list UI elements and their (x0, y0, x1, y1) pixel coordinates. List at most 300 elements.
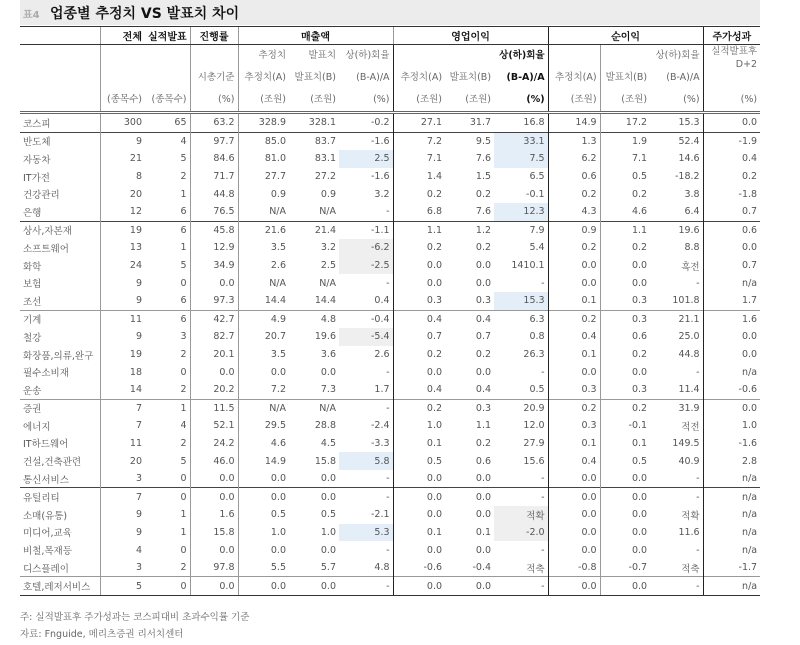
cell-total-count: 3 (100, 470, 145, 488)
cell-reported-count: 1 (180, 526, 187, 538)
cell-total-count: 20 (100, 185, 145, 203)
header-line: (조원) (416, 94, 443, 105)
table-row (20, 541, 760, 559)
cell-ni-act: 0.5 (600, 168, 650, 186)
cell-op-est: 0.1 (393, 524, 445, 542)
cell-stock-perf: n/a (703, 577, 760, 596)
cell-sector: 호텔,레저서비스 (20, 577, 100, 596)
cell-ni-act: 0.1 (600, 435, 650, 453)
cell-ni-diff: -18.2 (675, 171, 700, 183)
cell-sales-act: 27.2 (314, 171, 336, 183)
cell-reported-count: 5 (180, 260, 187, 272)
cell-op-act: 7.6 (475, 206, 492, 218)
cell-total-count: 21 (100, 150, 145, 168)
cell-op-act: 1.5 (475, 171, 492, 183)
cell-sales-diff: -0.4 (339, 310, 393, 328)
cell-total-count: 19 (100, 346, 145, 364)
cell-ni-diff: 15.3 (678, 117, 700, 129)
cell-op-est: 0.3 (393, 292, 445, 310)
cell-ni-act: 0.3 (600, 292, 650, 310)
cell-progress: 15.8 (190, 524, 238, 542)
cell-sales-act: 0.0 (289, 488, 339, 506)
cell-stock-perf: -0.6 (703, 381, 760, 399)
header-operating-profit: 영업이익 (393, 27, 548, 45)
cell-sales-est: 0.0 (238, 363, 289, 381)
cell-reported-count: 5 (180, 153, 187, 165)
cell-sector: 건강관리 (23, 190, 60, 202)
cell-progress: 97.3 (190, 292, 238, 310)
header-progress: 진행률 (190, 27, 238, 45)
header-line: (조원) (260, 94, 286, 105)
cell-sales-diff: 5.3 (339, 524, 393, 542)
cell-ni-act: 0.0 (600, 363, 650, 381)
cell-sector: 통신서비스 (23, 474, 69, 486)
cell-sales-act: 0.0 (320, 473, 336, 485)
header-line: 상(하)회율 (655, 50, 700, 61)
cell-ni-diff: 14.6 (678, 153, 700, 165)
cell-progress: 82.7 (190, 328, 238, 346)
header-column-row (20, 45, 760, 113)
cell-progress: 84.6 (190, 150, 238, 168)
cell-op-diff: 적축 (526, 563, 545, 575)
cell-sales-diff: -2.4 (370, 420, 390, 432)
cell-op-diff: 0.8 (529, 331, 545, 343)
table-row (20, 417, 760, 435)
cell-sales-act: 0.9 (320, 188, 336, 200)
cell-ni-diff: 8.8 (684, 242, 700, 254)
header-line: 발표치 (308, 50, 336, 61)
table-row (20, 346, 760, 364)
cell-op-diff: 5.4 (529, 242, 545, 254)
cell-ni-diff: 21.1 (650, 310, 703, 328)
cell-total-count: 9 (100, 524, 145, 542)
cell-sales-est: N/A (238, 274, 289, 292)
cell-stock-perf: 0.0 (703, 346, 760, 364)
cell-sales-act: 4.8 (289, 310, 339, 328)
table-row (20, 559, 760, 577)
cell-op-diff: - (494, 577, 548, 596)
header-col-sales-est (238, 45, 289, 113)
cell-stock-perf: n/a (703, 541, 760, 559)
cell-op-est: -0.6 (393, 559, 445, 577)
cell-sector: 건설,건축관련 (23, 457, 82, 469)
cell-ni-est: 0.0 (548, 541, 600, 559)
cell-stock-perf: -1.6 (703, 435, 760, 453)
cell-sales-est: 3.5 (238, 346, 289, 364)
cell-ni-est: 1.3 (548, 132, 600, 150)
cell-total-count: 7 (100, 399, 145, 417)
cell-sector: 미디어,교육 (23, 528, 72, 540)
cell-sales-act: 3.6 (320, 349, 336, 361)
cell-sales-diff: - (386, 206, 390, 218)
cell-ni-est: 0.0 (548, 257, 600, 275)
cell-ni-diff: - (650, 488, 703, 506)
cell-total-count: 3 (100, 559, 145, 577)
cell-sales-est: 20.7 (238, 328, 289, 346)
page-title: 업종별 추정치 VS 발표치 차이 (50, 6, 240, 22)
cell-op-diff: 12.3 (494, 203, 548, 221)
cell-op-diff: 33.1 (494, 132, 548, 150)
cell-op-act: 0.6 (475, 455, 492, 467)
cell-sales-diff: - (339, 577, 393, 596)
cell-op-est: 0.1 (393, 435, 445, 453)
cell-progress: 97.8 (190, 559, 238, 577)
cell-op-diff: 6.5 (529, 171, 545, 183)
header-col-ni-act (600, 45, 650, 113)
cell-sales-act: 2.5 (320, 260, 336, 272)
cell-stock-perf: n/a (703, 363, 760, 381)
cell-stock-perf: 0.0 (703, 113, 760, 133)
cell-op-act: 1.2 (445, 221, 494, 239)
cell-sales-est: 81.0 (238, 150, 289, 168)
cell-reported-count: 0 (180, 366, 187, 378)
cell-total-count: 19 (100, 221, 145, 239)
cell-sales-est: 85.0 (238, 132, 289, 150)
cell-ni-est: 0.1 (548, 346, 600, 364)
cell-stock-perf: 0.0 (703, 399, 760, 417)
cell-ni-diff: 6.4 (684, 206, 700, 218)
cell-ni-act: 1.1 (600, 221, 650, 239)
cell-reported-count: 6 (180, 206, 187, 218)
cell-op-est: 0.5 (393, 452, 445, 470)
header-stock-performance: 주가성과 (703, 27, 760, 45)
cell-op-est: 0.7 (393, 328, 445, 346)
cell-op-est: 1.4 (393, 168, 445, 186)
cell-reported-count: 6 (145, 221, 190, 239)
cell-op-act: 0.0 (445, 488, 494, 506)
cell-sales-est: 5.5 (238, 559, 289, 577)
header-line: 상(하)회율 (499, 50, 545, 61)
cell-ni-diff: - (650, 577, 703, 596)
cell-sales-act: 0.0 (320, 366, 336, 378)
cell-sector: 운송 (23, 385, 42, 397)
cell-op-diff: 27.9 (523, 437, 545, 449)
header-line: (종목수) (151, 94, 187, 105)
table-row (20, 363, 760, 381)
cell-progress: 11.5 (190, 399, 238, 417)
cell-op-diff: -2.0 (494, 524, 548, 542)
cell-op-act: 0.0 (475, 277, 492, 289)
cell-sector: 화장품,의류,완구 (23, 350, 94, 362)
cell-reported-count: 2 (180, 384, 187, 396)
header-col-sales-diff (339, 45, 393, 113)
cell-reported-count: 65 (174, 117, 187, 129)
cell-ni-act: 0.2 (600, 346, 650, 364)
cell-op-est: 27.1 (393, 113, 445, 133)
header-line: (조원) (570, 94, 597, 105)
header-line (604, 45, 648, 67)
cell-sales-est: N/A (238, 203, 289, 221)
cell-sales-act: N/A (319, 277, 336, 289)
cell-ni-est: 0.1 (548, 292, 600, 310)
cell-sector: 은행 (23, 207, 42, 219)
cell-op-diff: 7.9 (494, 221, 548, 239)
header-col-ni-est (548, 45, 600, 113)
cell-op-est: 6.8 (393, 203, 445, 221)
cell-sector: IT가전 (23, 172, 50, 184)
cell-ni-act: 0.5 (600, 452, 650, 470)
cell-op-act: 0.0 (475, 366, 492, 378)
header-line: (조원) (465, 94, 492, 105)
cell-stock-perf: 1.6 (703, 310, 760, 328)
cell-op-diff: 26.3 (523, 349, 545, 361)
header-col-op-act (445, 45, 494, 113)
cell-total-count: 4 (100, 541, 145, 559)
cell-total-count: 8 (100, 168, 145, 186)
cell-sales-act: 83.7 (289, 132, 339, 150)
cell-op-diff: 12.0 (523, 420, 545, 432)
cell-stock-perf: 0.4 (703, 150, 760, 168)
header-sales: 매출액 (238, 27, 393, 45)
cell-ni-act: 0.0 (600, 541, 650, 559)
footnotes (20, 609, 249, 643)
cell-sales-act: 5.7 (320, 562, 336, 574)
cell-reported-count: 0 (180, 277, 187, 289)
cell-ni-act: 0.2 (600, 399, 650, 417)
cell-sales-act: 328.1 (308, 117, 336, 129)
cell-op-est: 0.2 (393, 399, 445, 417)
cell-progress: 0.0 (190, 363, 238, 381)
cell-reported-count: 1 (180, 188, 187, 200)
cell-ni-est: 6.2 (548, 150, 600, 168)
cell-sales-est: 3.5 (238, 239, 289, 257)
cell-reported-count: 3 (180, 331, 187, 343)
cell-total-count: 9 (100, 328, 145, 346)
cell-reported-count: 6 (180, 295, 187, 307)
cell-op-act: 0.2 (475, 188, 492, 200)
cell-ni-diff: 11.6 (678, 526, 700, 538)
cell-sector: 반도체 (20, 132, 100, 150)
cell-stock-perf: 1.7 (703, 292, 760, 310)
cell-ni-act: 4.6 (600, 203, 650, 221)
header-line: 추정치(A) (400, 72, 443, 83)
cell-sector: 화학 (23, 261, 42, 273)
table-body (20, 113, 760, 596)
cell-op-est: 0.0 (393, 274, 445, 292)
table-row (20, 221, 760, 239)
cell-reported-count: 4 (145, 132, 190, 150)
cell-sales-act: 21.4 (289, 221, 339, 239)
cell-sales-est: 7.2 (238, 381, 289, 399)
header-line: (종목수) (107, 94, 142, 105)
cell-op-diff: 0.5 (529, 384, 545, 396)
cell-op-act: -0.4 (472, 562, 492, 574)
cell-ni-act: 0.3 (600, 310, 650, 328)
cell-ni-diff: 적전 (681, 421, 700, 433)
cell-progress: 0.0 (190, 541, 238, 559)
table-row (20, 328, 760, 346)
cell-sector: 유틸리티 (20, 488, 100, 506)
cell-ni-est: 0.1 (548, 435, 600, 453)
cell-stock-perf: 0.0 (703, 328, 760, 346)
cell-op-diff: - (541, 366, 545, 378)
cell-sales-act: 1.0 (320, 526, 336, 538)
table-row (20, 203, 760, 221)
table-row (20, 470, 760, 488)
cell-ni-est: 0.0 (548, 524, 600, 542)
cell-ni-act: -0.1 (600, 417, 650, 435)
cell-op-est: 0.2 (393, 185, 445, 203)
cell-progress: 71.7 (190, 168, 238, 186)
cell-progress: 42.7 (190, 310, 238, 328)
header-line: (%) (683, 94, 700, 105)
cell-reported-count: 1 (180, 509, 187, 521)
header-line: (%) (373, 94, 390, 105)
cell-op-act: 31.7 (469, 117, 492, 129)
table-row (20, 185, 760, 203)
header-net-income: 순이익 (548, 27, 703, 45)
cell-op-est: 0.0 (393, 577, 445, 596)
cell-sales-est: 29.5 (238, 417, 289, 435)
cell-ni-act: 0.0 (600, 274, 650, 292)
cell-total-count: 20 (100, 452, 145, 470)
cell-op-diff: 15.3 (494, 292, 548, 310)
cell-total-count: 300 (100, 113, 145, 133)
cell-op-est: 0.4 (393, 310, 445, 328)
cell-ni-act: 0.0 (600, 488, 650, 506)
cell-stock-perf: 0.7 (703, 203, 760, 221)
cell-op-act: 0.0 (475, 509, 492, 521)
cell-sales-act: 3.2 (320, 242, 336, 254)
header-line: 실적발표후 D+2 (711, 46, 758, 70)
cell-sector: 기계 (20, 310, 100, 328)
cell-op-diff: 16.8 (523, 117, 545, 129)
table-row (20, 381, 760, 399)
cell-ni-diff: 40.9 (678, 455, 700, 467)
cell-ni-est: 4.3 (548, 203, 600, 221)
cell-sales-diff: - (339, 399, 393, 417)
cell-ni-act: 17.2 (600, 113, 650, 133)
cell-ni-diff: 44.8 (678, 349, 700, 361)
cell-op-est: 1.1 (393, 221, 445, 239)
cell-sector: 상사,자본재 (20, 221, 100, 239)
cell-op-act: 0.7 (475, 331, 492, 343)
cell-reported-count: 0 (145, 488, 190, 506)
cell-sales-act: 83.1 (314, 153, 336, 165)
cell-sector: 필수소비재 (23, 368, 69, 380)
cell-sales-act: N/A (319, 206, 336, 218)
cell-progress: 1.6 (190, 506, 238, 524)
cell-op-act: 0.0 (475, 260, 492, 272)
cell-sales-act: N/A (289, 399, 339, 417)
cell-ni-act: 0.0 (600, 506, 650, 524)
table-number: 표4 (23, 10, 40, 21)
cell-ni-est: 0.0 (548, 506, 600, 524)
cell-ni-est: 14.9 (548, 113, 600, 133)
header-line (448, 45, 491, 67)
header-line: (조원) (621, 94, 648, 105)
cell-sector: 조선 (23, 296, 42, 308)
header-reported: 실적발표 (145, 27, 190, 45)
cell-op-est: 7.1 (393, 150, 445, 168)
cell-op-est: 1.0 (393, 417, 445, 435)
table-row (20, 168, 760, 186)
cell-stock-perf: n/a (703, 488, 760, 506)
cell-ni-est: 0.4 (548, 452, 600, 470)
cell-sales-est: 14.4 (238, 292, 289, 310)
cell-sales-diff: 3.2 (374, 188, 390, 200)
cell-op-diff: - (494, 488, 548, 506)
cell-sector: 디스플레이 (23, 563, 69, 575)
cell-total-count: 24 (100, 257, 145, 275)
cell-op-act: 7.6 (475, 153, 492, 165)
cell-stock-perf: 0.2 (703, 168, 760, 186)
cell-sector: 코스피 (23, 118, 51, 130)
cell-op-act: 0.3 (445, 399, 494, 417)
cell-progress: 0.0 (190, 577, 238, 596)
cell-sales-diff: - (386, 366, 390, 378)
cell-ni-diff: 11.4 (678, 384, 700, 396)
header-total: 전체 (100, 27, 145, 45)
cell-sales-diff: 5.8 (339, 452, 393, 470)
cell-reported-count: 2 (180, 437, 187, 449)
cell-sales-est: 0.0 (238, 541, 289, 559)
cell-ni-diff: - (696, 366, 700, 378)
cell-ni-act: 1.9 (600, 132, 650, 150)
cell-op-est: 0.0 (393, 488, 445, 506)
header-line: 상(하)회율 (345, 50, 390, 61)
cell-op-est: 0.0 (393, 257, 445, 275)
cell-ni-diff: - (696, 544, 700, 556)
cell-ni-act: 0.6 (600, 328, 650, 346)
cell-ni-diff: 31.9 (650, 399, 703, 417)
cell-reported-count: 1 (145, 399, 190, 417)
cell-reported-count: 4 (180, 420, 187, 432)
cell-sales-act: 19.6 (314, 331, 336, 343)
cell-ni-diff: - (696, 277, 700, 289)
header-col-ni-diff (650, 45, 703, 113)
cell-op-act: 0.1 (475, 526, 492, 538)
header-line: (조원) (310, 94, 336, 105)
header-line: 발표치(B) (449, 72, 492, 83)
cell-sales-diff: 4.8 (374, 562, 390, 574)
header-line: (B-A)/A (506, 72, 545, 83)
cell-total-count: 9 (100, 132, 145, 150)
header-line (397, 45, 443, 67)
table-row (20, 132, 760, 150)
cell-sales-diff: -0.2 (370, 117, 390, 129)
cell-ni-est: 0.0 (548, 577, 600, 596)
cell-ni-est: 0.0 (548, 274, 600, 292)
cell-op-act: 0.2 (475, 437, 492, 449)
cell-ni-est: 0.6 (548, 168, 600, 186)
header-line (104, 45, 143, 67)
cell-ni-diff: 적축 (681, 563, 700, 575)
cell-sales-diff: -3.3 (370, 437, 390, 449)
cell-stock-perf: 0.7 (703, 257, 760, 275)
header-col-sales-act (289, 45, 339, 113)
cell-total-count: 9 (100, 274, 145, 292)
cell-sales-est: 0.9 (238, 185, 289, 203)
cell-ni-act: 0.0 (600, 257, 650, 275)
cell-sales-est: 21.6 (238, 221, 289, 239)
cell-sales-est: 0.0 (238, 470, 289, 488)
cell-reported-count: 6 (145, 310, 190, 328)
cell-ni-diff: 52.4 (650, 132, 703, 150)
cell-progress: 63.2 (190, 113, 238, 133)
cell-ni-act: 0.0 (600, 577, 650, 596)
cell-progress: 0.0 (190, 488, 238, 506)
cell-reported-count: 0 (180, 544, 187, 556)
cell-sales-est: 27.7 (238, 168, 289, 186)
cell-progress: 20.2 (190, 381, 238, 399)
header-line (148, 67, 187, 89)
cell-sales-diff: -2.5 (339, 257, 393, 275)
cell-sales-est: 1.0 (238, 524, 289, 542)
cell-op-est: 0.0 (393, 363, 445, 381)
cell-ni-act: 0.0 (600, 470, 650, 488)
cell-op-est: 0.0 (393, 506, 445, 524)
